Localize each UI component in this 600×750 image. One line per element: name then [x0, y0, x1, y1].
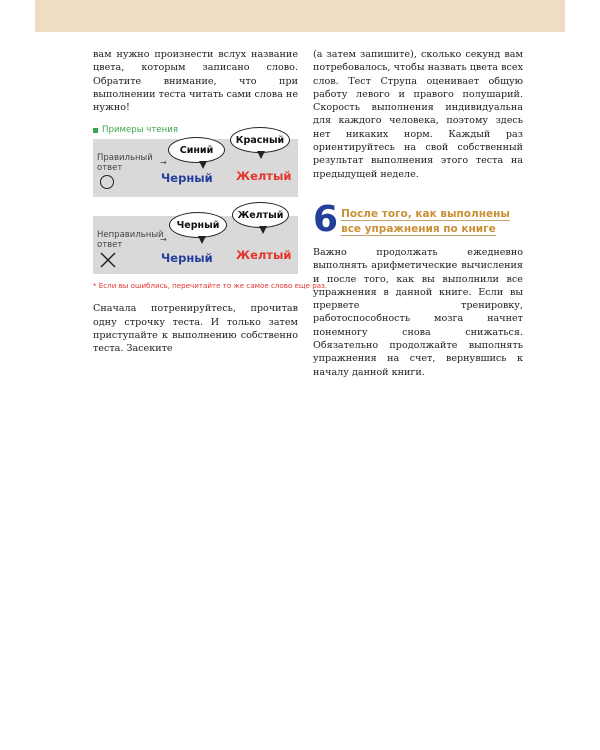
colored-word: Желтый [236, 169, 292, 184]
speech-bubble: Синий [168, 137, 225, 163]
right-column [313, 48, 523, 379]
practice-paragraph: Сначала потренируйтесь, прочитав одну строчку теста. И только затем приступайте к выполнению собственно теста. Засеките [93, 303, 298, 355]
wrong-label-line1: Неправильный [97, 230, 164, 241]
arrow-right-icon: → [160, 235, 167, 245]
circle-icon [100, 175, 114, 189]
left-column [93, 48, 328, 356]
colored-word: Черный [161, 171, 213, 186]
intro-paragraph: вам нужно произнести вслух название цвета, которым записано слово. Обратите внимание, что при выполнении теста читать сами слова не нужно! [93, 49, 298, 114]
section-heading [313, 198, 523, 240]
speech-bubble: Черный [169, 212, 227, 238]
arrow-right-icon: → [160, 158, 167, 168]
speech-bubble: Желтый [232, 202, 289, 228]
correct-answer-label [97, 153, 153, 173]
correct-label-line2: ответ [97, 163, 123, 174]
correct-label-line1: Правильный [97, 153, 153, 164]
section-body: Важно продолжать ежедневно выполнять арифметические вычисления и после того, как вы выполнили все упражнения в данной книге. Если вы прервете тренировку, работоспособность мозга начнет понемногу снова снижаться. Обязательно продолжайте выполнять упражнения на счет, вернувшись к началу данной книги. [313, 246, 523, 378]
section-title-line1: После того, как выполнены [341, 207, 510, 220]
wrong-answer-example [93, 209, 298, 274]
error-note: * Если вы ошиблись, перечитайте то же самое слово еще раз. [93, 281, 328, 291]
correct-answer-example [93, 134, 298, 197]
wrong-label-line2: ответ [97, 240, 123, 251]
colored-word: Желтый [236, 248, 292, 263]
section-title [341, 205, 510, 237]
cross-icon [99, 251, 117, 269]
wrong-answer-label [97, 230, 164, 250]
continuation-paragraph: (а затем запишите), сколько секунд вам потребовалось, чтобы назвать цвета всех слов. Тест Струпа оценивает общую работу левого и правого полушарий. Скорость выполнения индивидуальна для каждого человека, поэтому здесь нет никаких норм. Каждый раз ориентируйтесь на свой собственный результат выполнения этого теста на предыдущей неделе. [313, 49, 523, 180]
examples-label-text: Примеры чтения [102, 125, 178, 136]
speech-bubble: Красный [230, 127, 290, 153]
header-band [35, 0, 565, 32]
section-number: 6 [313, 198, 339, 240]
section-title-line2: все упражнения по книге [341, 222, 496, 235]
colored-word: Черный [161, 251, 213, 266]
square-bullet-icon [93, 128, 98, 133]
